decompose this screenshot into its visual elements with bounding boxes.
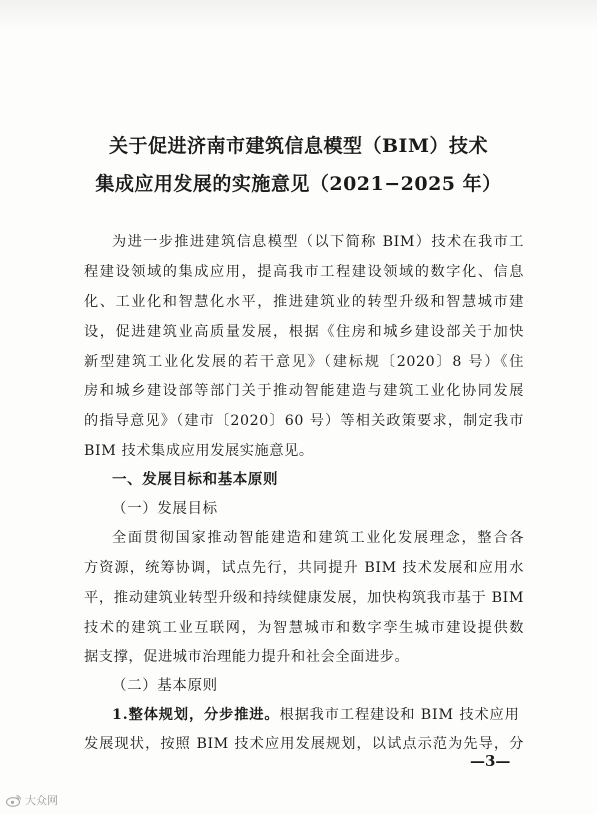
principle-line <box>112 705 524 725</box>
document-title-line-1: 关于促进济南市建筑信息模型（BIM）技术 <box>109 135 488 157</box>
subsection-heading: （二）基本原则 <box>112 678 218 694</box>
body-line: 房和城乡建设部等部门关于推动智能建造与建筑工业化协同发展 <box>84 383 524 399</box>
body-line: 技术的建筑工业互联网，为智慧城市和数字孪生城市建设提供数 <box>84 620 524 636</box>
page-shadow <box>0 0 597 30</box>
body-line: 化、工业化和智慧化水平，推进建筑业的转型升级和智慧城市建 <box>84 294 524 310</box>
body-line: 据支撑，促进城市治理能力提升和社会全面进步。 <box>84 649 410 665</box>
body-line: 方资源，统筹协调，试点先行，共同提升 BIM 技术发展和应用水 <box>84 560 524 576</box>
body-line: 设，促进建筑业高质量发展，根据《住房和城乡建设部关于加快 <box>84 324 524 340</box>
subsection-heading: （一）发展目标 <box>112 501 218 517</box>
body-line: 发展现状，按照 BIM 技术应用发展规划，以试点示范为先导，分 <box>84 736 524 752</box>
body-line: 平，推动建筑业转型升级和持续健康发展，加快构筑我市基于 BIM <box>84 590 524 606</box>
principle-text: 根据我市工程建设和 BIM 技术应用 <box>279 707 520 723</box>
document-title-line-2: 集成应用发展的实施意见（2021−2025 年） <box>95 173 502 195</box>
body-line: 的指导意见》（建市〔2020〕60 号）等相关政策要求，制定我市 <box>84 413 524 429</box>
body-line: 全面贯彻国家推动智能建造和建筑工业化发展理念，整合各 <box>112 530 524 546</box>
page-number: —3— <box>470 752 511 770</box>
watermark <box>6 792 58 808</box>
weibo-logo-icon <box>6 794 22 807</box>
body-line: BIM 技术集成应用发展实施意见。 <box>84 443 314 459</box>
section-heading: 一、发展目标和基本原则 <box>112 472 279 488</box>
principle-lead: 1.整体规划，分步推进。 <box>112 707 280 723</box>
body-line: 新型建筑工业化发展的若干意见》（建标规〔2020〕8 号）《住 <box>84 354 524 370</box>
body-line: 程建设领域的集成应用，提高我市工程建设领域的数字化、信息 <box>84 264 524 280</box>
body-line: 为进一步推进建筑信息模型（以下简称 BIM）技术在我市工 <box>112 234 524 250</box>
watermark-text: 大众网 <box>25 794 58 807</box>
